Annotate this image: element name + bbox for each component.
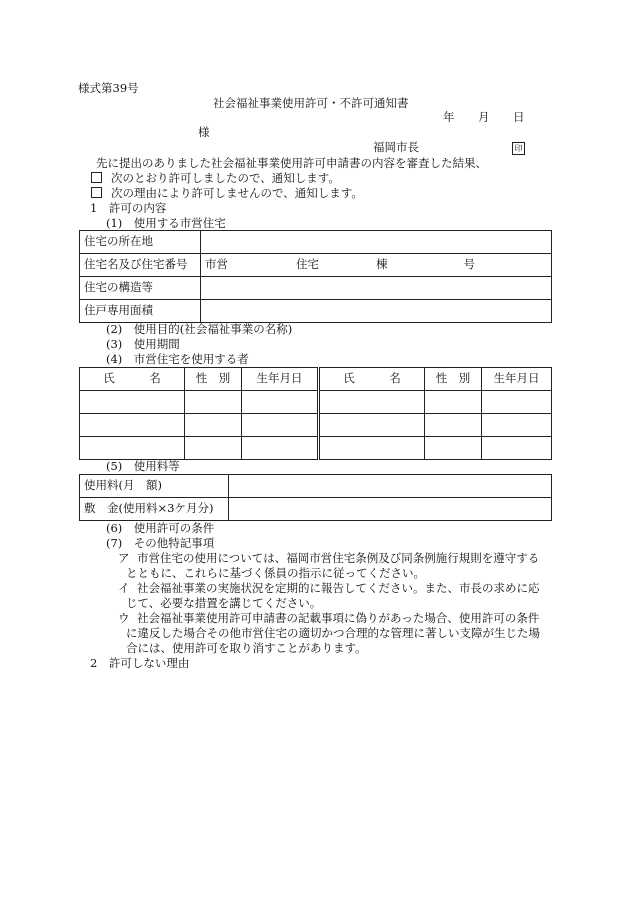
date-day: 日 [513,110,525,124]
unit-label: 号 [463,257,475,272]
user-cell[interactable] [80,414,185,437]
user-cell[interactable] [80,437,185,460]
name-header-right: 氏 名 [319,368,425,391]
option-deny[interactable] [91,187,363,201]
location-label: 住宅の所在地 [80,231,201,254]
user-cell[interactable] [242,437,319,460]
note-i-line1: 社会福祉事業の実施状況を定期的に報告してください。また、市長の求めに応 [137,581,540,595]
note-mark-i: イ [118,581,130,595]
item7-label: (7) その他特記事項 [106,536,215,550]
structure-label: 住宅の構造等 [80,277,201,300]
dob-header-left: 生年月日 [242,368,319,391]
sex-header-right: 性 別 [425,368,482,391]
user-cell[interactable] [319,414,425,437]
user-cell[interactable] [425,391,482,414]
user-cell[interactable] [242,414,319,437]
user-cell[interactable] [319,391,425,414]
table-row [80,254,552,277]
deposit-value[interactable] [229,498,552,521]
table-row [80,300,552,323]
table-row [80,277,552,300]
checkbox-icon[interactable] [91,187,102,198]
user-cell[interactable] [425,437,482,460]
rent-value[interactable] [229,475,552,498]
item6-label: (6) 使用許可の条件 [106,521,215,535]
section1-heading: 1 許可の内容 [90,201,167,215]
seal-mark [512,141,525,155]
dob-header-right: 生年月日 [482,368,552,391]
deposit-label: 敷 金(使用料×3ケ月分) [80,498,229,521]
checkbox-icon[interactable] [91,172,102,183]
city-label: 市営 [205,257,228,272]
date-month: 月 [478,110,490,124]
housing-table [79,230,552,323]
note-mark-a: ア [118,551,130,565]
intro-text: 先に提出のありました社会福祉事業使用許可申請書の内容を審査した結果、 [96,156,487,170]
note-i-line2: じて、必要な措置を講じてください。 [126,596,322,610]
table-row [80,391,552,414]
note-u-line1: 社会福祉事業使用許可申請書の記載事項に偽りがあった場合、使用許可の条件 [137,611,540,625]
user-cell[interactable] [185,414,242,437]
fee-table [79,474,552,521]
addressee-suffix: 様 [198,125,210,139]
item2-label: (2) 使用目的(社会福祉事業の名称) [106,322,293,336]
note-a-line1: 市営住宅の使用については、福岡市営住宅条例及び同条例施行規則を遵守する [137,551,540,565]
user-cell[interactable] [80,391,185,414]
form-number: 様式第39号 [78,81,139,95]
location-value[interactable] [201,231,552,254]
note-mark-u: ウ [118,611,130,625]
user-cell[interactable] [425,414,482,437]
seal-icon: 印 [512,142,525,155]
date-year: 年 [443,110,455,124]
note-u-line2: に違反した場合その他市営住宅の適切かつ合理的な管理に著しい支障が生じた場 [126,626,540,640]
user-cell[interactable] [482,437,552,460]
name-header-left: 氏 名 [80,368,185,391]
table-row [80,414,552,437]
name-number-label: 住宅名及び住宅番号 [80,254,201,277]
table-row [80,231,552,254]
area-value[interactable] [201,300,552,323]
table-row [80,498,552,521]
note-a-line2: とともに、これらに基づく係員の指示に従ってください。 [126,566,425,580]
sex-header-left: 性 別 [185,368,242,391]
building-label: 棟 [376,257,388,272]
structure-value[interactable] [201,277,552,300]
option-deny-label: 次の理由により許可しませんので、通知します。 [111,186,363,200]
user-cell[interactable] [242,391,319,414]
option-permit[interactable] [91,172,340,186]
jutaku-label: 住宅 [296,257,319,272]
name-number-value[interactable] [201,254,552,277]
item3-label: (3) 使用期間 [106,337,180,351]
form-title: 社会福祉事業使用許可・不許可通知書 [213,96,409,110]
area-label: 住戸専用面積 [80,300,201,323]
option-permit-label: 次のとおり許可しましたので、通知します。 [111,171,340,185]
rent-label: 使用料(月 額) [80,475,229,498]
user-cell[interactable] [482,391,552,414]
item4-label: (4) 市営住宅を使用する者 [106,352,249,366]
user-cell[interactable] [482,414,552,437]
users-table [79,367,552,460]
note-u-line3: 合には、使用許可を取り消すことがあります。 [126,641,367,655]
section2-heading: 2 許可しない理由 [90,656,190,670]
item5-label: (5) 使用料等 [106,459,180,473]
issuer-name: 福岡市長 [373,140,419,154]
user-cell[interactable] [319,437,425,460]
user-cell[interactable] [185,391,242,414]
item1-label: (1) 使用する市営住宅 [106,216,226,230]
table-row [80,475,552,498]
user-cell[interactable] [185,437,242,460]
table-row [80,368,552,391]
table-row [80,437,552,460]
